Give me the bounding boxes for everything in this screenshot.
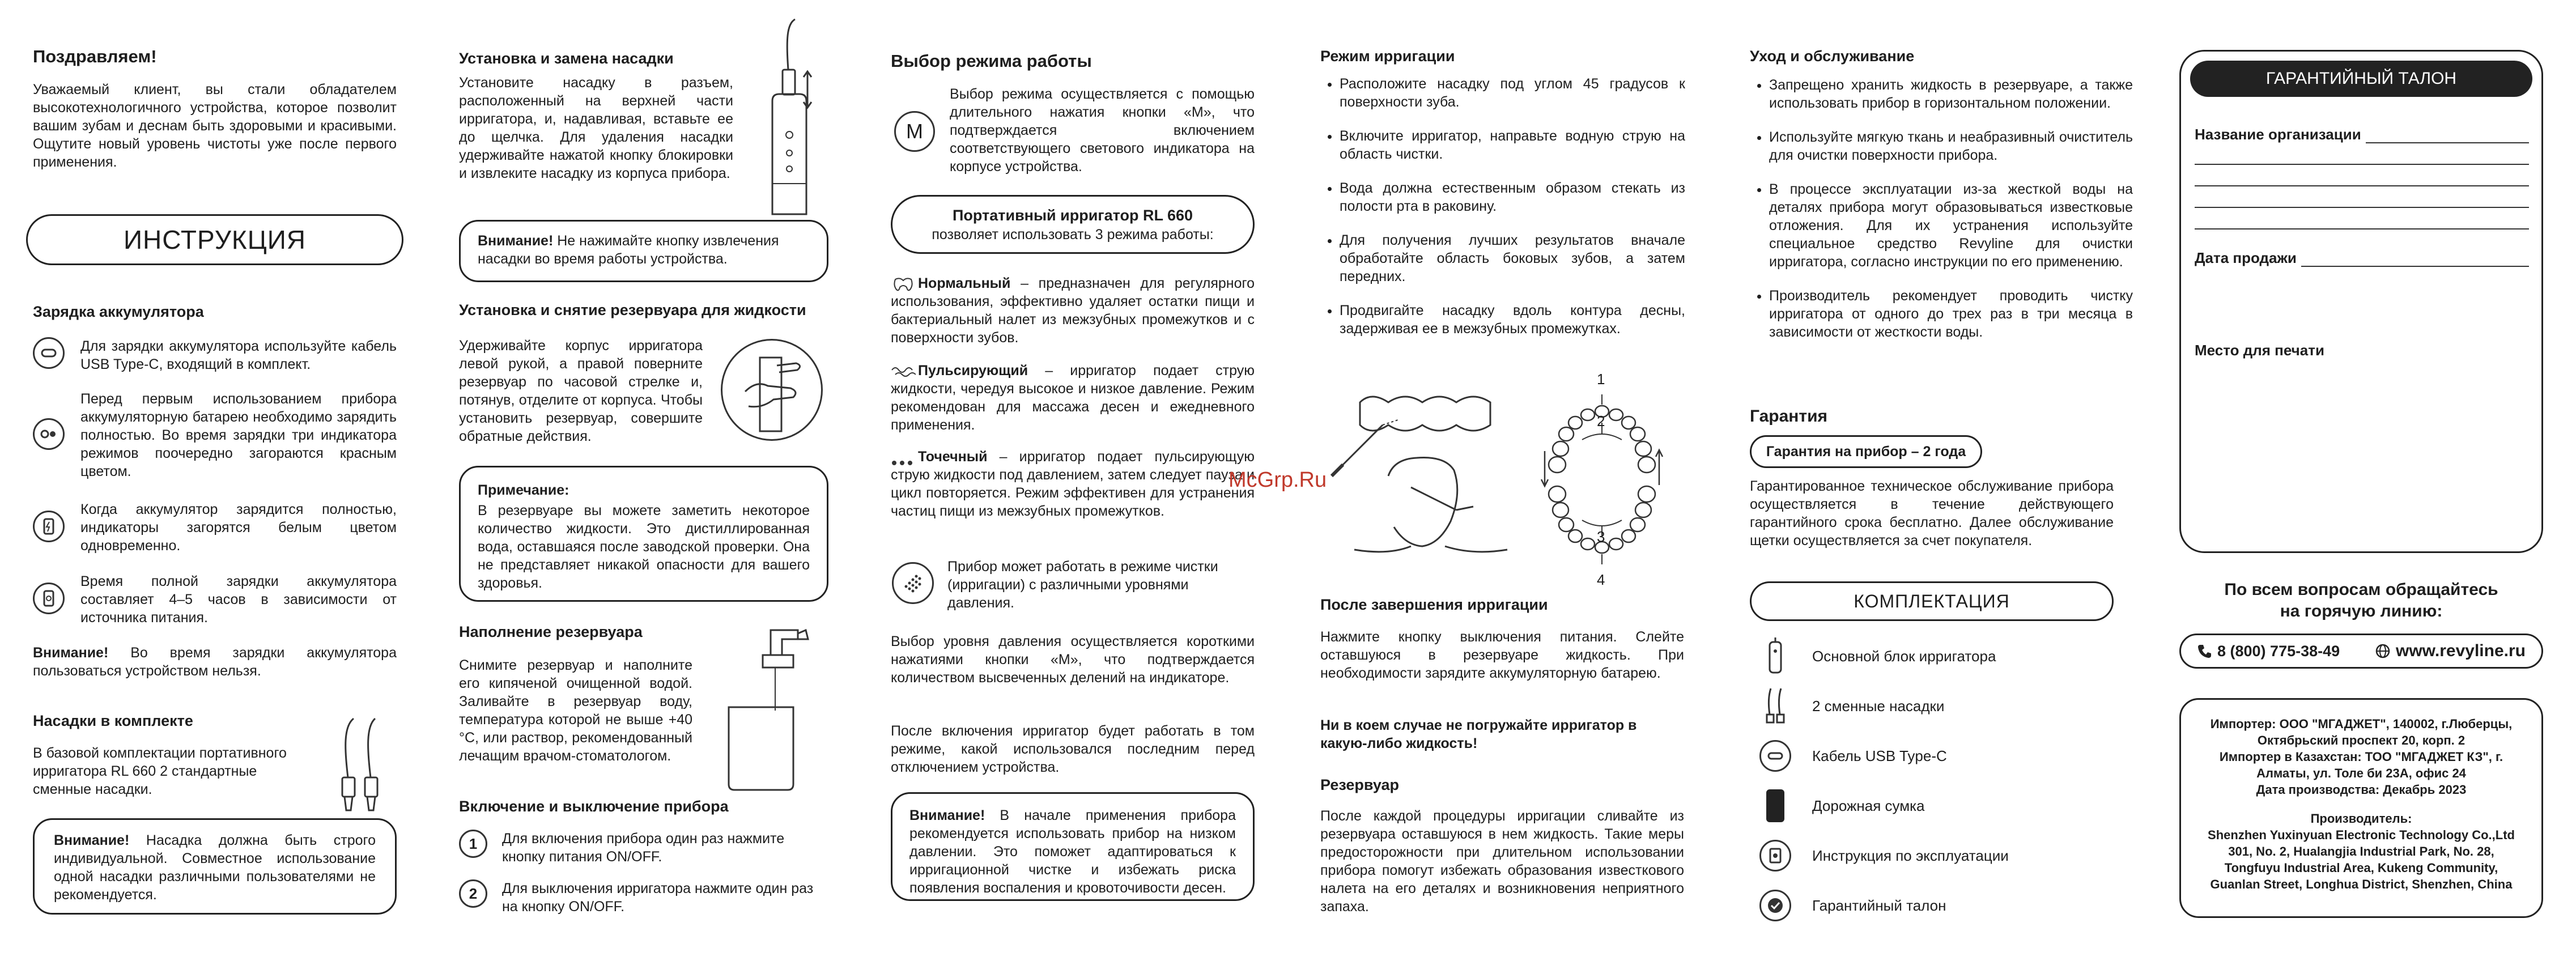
charging-text-2: Перед первым использованием прибора аккумуляторную батарею необходимо зарядить полностью. Во время зарядки три индикатора режимов поочередно загораются красным цветом. (80, 391, 397, 479)
pill-subtitle: позволяет использовать 3 режима работы: (932, 227, 1214, 243)
mode-point (891, 448, 1255, 520)
globe-icon (2375, 644, 2390, 658)
warranty-text: Гарантированное техническое обслуживание прибора осуществляется в течение действующего гарантийного срока бесплатно. Далее обслуживание щетки осуществляется за счет покупателя. (1750, 478, 2114, 549)
install-title: Установка и замена насадки (459, 50, 674, 67)
mode-normal-name: Нормальный (918, 275, 1011, 291)
nozzles-text: В базовой комплектации портативного ирригатора RL 660 2 стандартные сменные насадки. (33, 745, 287, 797)
reservoir-care-text: После каждой процедуры ирригации сливайте из резервуара оставшуюся в нем жидкость. Такие меры предосторожности при длительном использовании прибора помогут избежать образования известкового налета на его деталях и возникновения неприятного запаха. (1320, 808, 1684, 915)
phone-link[interactable] (2197, 643, 2340, 660)
charging-warning-text: Во время зарядки аккумулятора пользоваться устройством нельзя. (33, 645, 397, 679)
kit-item (1750, 831, 2114, 881)
coupon-header (2190, 61, 2532, 97)
importer-line: Дата производства: Декабрь 2023 (2256, 783, 2467, 797)
org-line (2195, 211, 2529, 229)
importer-line: Импортер в Казахстан: ТОО "МГАДЖЕТ КЗ", г. (2219, 750, 2503, 764)
org-line (2195, 147, 2529, 165)
irrigation-title: Режим ирригации (1320, 48, 1455, 65)
column-5 (1750, 0, 2133, 965)
care-item: • Производитель рекомендует проводить чистку ирригатора от одного до трех раз в три месяца в зависимости от жесткости воды. (1769, 287, 2133, 341)
kit-item-label: Гарантийный талон (1812, 896, 1946, 914)
pressure-text: Выбор уровня давления осуществляется короткими нажатиями кнопки «М», что подтверждается количеством высвеченных делений на индикаторе. (891, 634, 1255, 686)
note-text: В резервуаре вы можете заметить некоторое количество жидкости. Это дистиллированная вода, оставшаяся после заводской проверки. Она не представляет никакой опасности для вашего здоровья. (478, 503, 810, 591)
install-warning-box (459, 220, 828, 282)
power-text-1: Для включения прибора один раз нажмите кнопку питания ON/OFF. (502, 831, 785, 865)
kit-item (1750, 631, 2114, 681)
install-warning-text: Не нажимайте кнопку извлечения насадки во время работы устройства. (478, 233, 779, 267)
arch-label-4: 4 (1597, 571, 1605, 588)
mode-normal (891, 274, 1255, 347)
kit-item-label: Основной блок ирригатора (1812, 647, 1996, 665)
mode-point-name: Точечный (918, 449, 988, 465)
kit-title: КОМПЛЕКТАЦИЯ (1854, 590, 2010, 611)
tooth-icon (891, 276, 918, 292)
mode-button-icon: M (894, 111, 935, 152)
org-line (2195, 190, 2529, 208)
travel-bag-icon (1758, 788, 1793, 823)
charging-item (33, 572, 397, 627)
phone-icon (2197, 644, 2212, 658)
column-3 (891, 0, 1255, 965)
mode-warning (909, 806, 1236, 897)
irrigation-item: • Продвигайте насадку вдоль контура десны, задерживая ее в межзубных промежутках. (1340, 301, 1685, 338)
manual-icon (1758, 838, 1793, 873)
mode-text: Выбор режима осуществляется с помощью длительного нажатия кнопки «М», что подтверждается включением соответствующего светового индикатора на корпусе устройства. (950, 86, 1255, 175)
mode-pulse-text: – ирригатор подает струю жидкости, чередуя высокое и низкое давление. Режим рекомендован для массажа десен и ежедневного применения. (891, 363, 1255, 433)
arch-label-1: 1 (1597, 371, 1605, 388)
nozzles-warning-text: Насадка должна быть строго индивидуальной. Совместное использование одной насадки различными пользователями не рекомендуется. (54, 832, 376, 903)
contacts-bar (2179, 634, 2543, 669)
stamp-label: Место для печати (2195, 342, 2324, 359)
charging-text-4: Время полной зарядки аккумулятора составляет 4–5 часов в зависимости от источника питания. (80, 573, 397, 626)
reservoir-image (721, 339, 823, 441)
charging-item (33, 390, 397, 481)
charging-item (33, 500, 397, 555)
hand-reservoir-icon (722, 341, 821, 439)
kit-item (1750, 681, 2114, 731)
date-field (2195, 249, 2529, 267)
org-field (2195, 125, 2529, 143)
nozzles-warning-box (33, 818, 397, 915)
nozzles-warning (54, 831, 376, 904)
kit-item-label: 2 сменные насадки (1812, 697, 1945, 715)
instruction-banner (26, 214, 403, 265)
column-1 (33, 0, 397, 965)
model-pill (891, 195, 1255, 254)
irrigator-device-icon (745, 16, 830, 220)
warranty-pill (1750, 435, 1982, 468)
step-number: 1 (459, 830, 487, 858)
importer-line: Импортер: ООО "МГАДЖЕТ", 140002, г.Люберцы, (2210, 717, 2513, 731)
care-item: • Запрещено хранить жидкость в резервуаре, а также использовать прибор в горизонтальном положении. (1769, 76, 2133, 112)
usb-cable-icon (1758, 738, 1793, 773)
after-title: После завершения ирригации (1320, 596, 1548, 613)
charging-text-3: Когда аккумулятор зарядится полностью, индикаторы загорятся белым цветом одновременно. (80, 501, 397, 554)
maker-title: Производитель: (2310, 811, 2412, 826)
mode-point-text: – ирригатор подает пульсирующую струю жидкости под давлением, затем следует пауза и цикл повторяется. Режим эффективен для устранения частиц пищи из межзубных промежутков. (891, 449, 1255, 519)
brush-dots-icon (892, 562, 934, 604)
mode-pulse-name: Пульсирующий (918, 363, 1028, 379)
charging-warning (33, 644, 397, 680)
nozzles-title: Насадки в комплекте (33, 712, 193, 729)
reservoir-care-title: Резервуар (1320, 776, 1400, 793)
watermark: McGrp.Ru (1229, 468, 1327, 492)
install-text: Установите насадку в разъем, расположенный на верхней части ирригатора, и, надавливая, вставьте ее до щелчка. Для удаления насадки удерживайте нажатой кнопку блокировки и извлеките насадку из корпуса прибора. (459, 75, 733, 181)
maker-line: Guanlan Street, Longhua District, Shenzhen, China (2210, 877, 2513, 891)
warranty-title: Гарантия (1750, 407, 1828, 426)
coupon-title: ГАРАНТИЙНЫЙ ТАЛОН (2265, 69, 2457, 88)
brush-text: Прибор может работать в режиме чистки (ирригации) с различными уровнями давления. (947, 559, 1218, 611)
power-item (459, 830, 828, 866)
power-text-2: Для выключения ирригатора нажмите один раз на кнопку ON/OFF. (502, 881, 814, 915)
date-label: Дата продажи (2195, 249, 2297, 266)
fill-text: Снимите резервуар и наполните его кипяченой очищенной водой. Заливайте в резервуар воду, температура которой не выше +40 °С, или раствор, рекомендованный лечащим врачом-стоматологом. (459, 657, 692, 764)
hotline-text: По всем вопросам обращайтесь на горячую линию: (2224, 580, 2498, 620)
org-line (2195, 168, 2529, 186)
care-title: Уход и обслуживание (1750, 48, 1915, 65)
irrigator-body-icon (1758, 639, 1793, 674)
charging-warning-label: Внимание! (33, 645, 109, 661)
indicator-icon (33, 418, 65, 450)
care-item: • Используйте мягкую ткань и неабразивный очиститель для очистки поверхности прибора. (1769, 128, 2133, 164)
charging-title: Зарядка аккумулятора (33, 303, 204, 320)
org-label: Название организации (2195, 126, 2361, 143)
usb-icon (33, 337, 65, 369)
irrigation-item: • Включите ирригатор, направьте водную струю на область чистки. (1340, 127, 1685, 163)
warranty-check-icon (1758, 888, 1793, 923)
after-text: Нажмите кнопку выключения питания. Слейте оставшуюся в резервуаре жидкость. При необходимости зарядите аккумуляторную батарею. (1320, 629, 1684, 681)
kit-banner (1750, 581, 2114, 621)
reservoir-text: Удерживайте корпус ирригатора левой рукой, а правой поверните резервуар по часовой стрелке и, потянув, отделите от корпуса. Чтобы установить резервуар, совершите обратные действия. (459, 338, 703, 444)
warranty-pill-text: Гарантия на прибор – 2 года (1766, 443, 1966, 460)
mode-normal-text: – предназначен для регулярного использования, эффективно удаляет остатки пищи и бактериальный налет из межзубных промежутков и с поверхности зубов. (891, 275, 1255, 346)
maker-line: Shenzhen Yuxinyuan Electronic Technology Co.,Ltd (2208, 828, 2515, 842)
maker-line: 301, No. 2, Hualangjia Industrial Park, No. 28, (2228, 844, 2494, 858)
note-box (459, 466, 828, 602)
mode-warning-text: В начале применения прибора рекомендуется использовать прибор на низком давлении. Это поможет адаптироваться к ирригационной чистке и избежать риска появления воспаления и кровоточивости десен. (909, 807, 1236, 896)
importer-box (2179, 698, 2543, 918)
importer-line: Октябрьский проспект 20, корп. 2 (2257, 733, 2466, 747)
arch-label-3: 3 (1597, 528, 1605, 545)
after-warning: Ни в коем случае не погружайте ирригатор в какую-либо жидкость! (1320, 717, 1637, 751)
nozzle-pair-icon (1758, 688, 1793, 724)
org-line (2366, 125, 2529, 143)
faucet-reservoir-icon (708, 622, 827, 792)
instruction-title: ИНСТРУКЦИЯ (123, 225, 307, 254)
device-clock-icon (33, 583, 65, 614)
kit-item-label: Кабель USB Type-C (1812, 747, 1947, 764)
step-number: 2 (459, 879, 487, 908)
kit-item-label: Дорожная сумка (1812, 797, 1925, 814)
importer-line: Алматы, ул. Толе би 23А, офис 24 (2256, 766, 2466, 780)
pill-title: Портативный ирригатор RL 660 (952, 207, 1193, 224)
install-warning (478, 232, 810, 268)
arch-label-2: 2 (1597, 413, 1605, 430)
greeting-title: Поздравляем! (33, 46, 157, 66)
charging-text-1: Для зарядки аккумулятора используйте кабель USB Type-C, входящий в комплект. (80, 338, 397, 372)
kit-item-label: Инструкция по эксплуатации (1812, 847, 2009, 864)
site-url: www.revyline.ru (2396, 641, 2526, 660)
kit-item (1750, 881, 2114, 930)
fill-title: Наполнение резервуара (459, 623, 643, 640)
dental-arch-diagram (1531, 372, 1673, 581)
mode-pulse (891, 362, 1255, 434)
mode-warning-label: Внимание! (909, 807, 985, 823)
battery-charge-icon (33, 511, 65, 542)
date-line (2301, 249, 2529, 267)
mode-title: Выбор режима работы (891, 51, 1092, 71)
note-title: Примечание: (478, 482, 569, 498)
nozzles-warning-label: Внимание! (54, 832, 130, 848)
column-4 (1320, 0, 1684, 965)
kit-item (1750, 731, 2114, 781)
power-item (459, 879, 828, 916)
irrigation-item: • Расположите насадку под углом 45 градусов к поверхности зуба. (1340, 75, 1685, 111)
kit-item (1750, 781, 2114, 831)
irrigation-item: • Для получения лучших результатов вначале обработайте область боковых зубов, а затем передних. (1340, 231, 1685, 286)
wave-icon (891, 364, 918, 378)
phone-number: 8 (800) 775-38-49 (2217, 642, 2340, 660)
column-2 (459, 0, 828, 965)
dots-icon (891, 453, 918, 461)
care-list (1750, 76, 2133, 357)
site-link[interactable] (2375, 641, 2526, 661)
column-6 (2179, 0, 2543, 965)
charging-item (33, 337, 397, 373)
irrigation-list (1320, 75, 1685, 354)
reservoir-title: Установка и снятие резервуара для жидкости (459, 301, 806, 318)
maker-line: Tongfuyu Industrial Area, Kukeng Community, (2224, 861, 2498, 875)
teeth-irrigation-illustration (1320, 385, 1524, 578)
greeting-text: Уважаемый клиент, вы стали обладателем высокотехнологичного устройства, которое позволит вашим зубам и деснам быть здоровыми и красивыми. Ощутите новый уровень чистоты уже после первого применения. (33, 82, 397, 170)
kit-list (1750, 631, 2114, 930)
install-warning-label: Внимание! (478, 233, 554, 249)
memory-text: После включения ирригатор будет работать в том режиме, какой использовался последним перед отключением устройства. (891, 723, 1255, 775)
power-title: Включение и выключение прибора (459, 798, 729, 815)
irrigation-item: • Вода должна естественным образом стекать из полости рта в раковину. (1340, 179, 1685, 215)
care-item: • В процессе эксплуатации из-за жесткой воды на деталях прибора могут образовываться известковые отложения. Для их устранения используйте специальное средство Revyline для очистки ирригатора, согласно инструкции по его применению. (1769, 180, 2133, 271)
nozzles-icon (332, 715, 394, 814)
warranty-coupon (2179, 50, 2543, 553)
mode-warning-box (891, 792, 1255, 901)
